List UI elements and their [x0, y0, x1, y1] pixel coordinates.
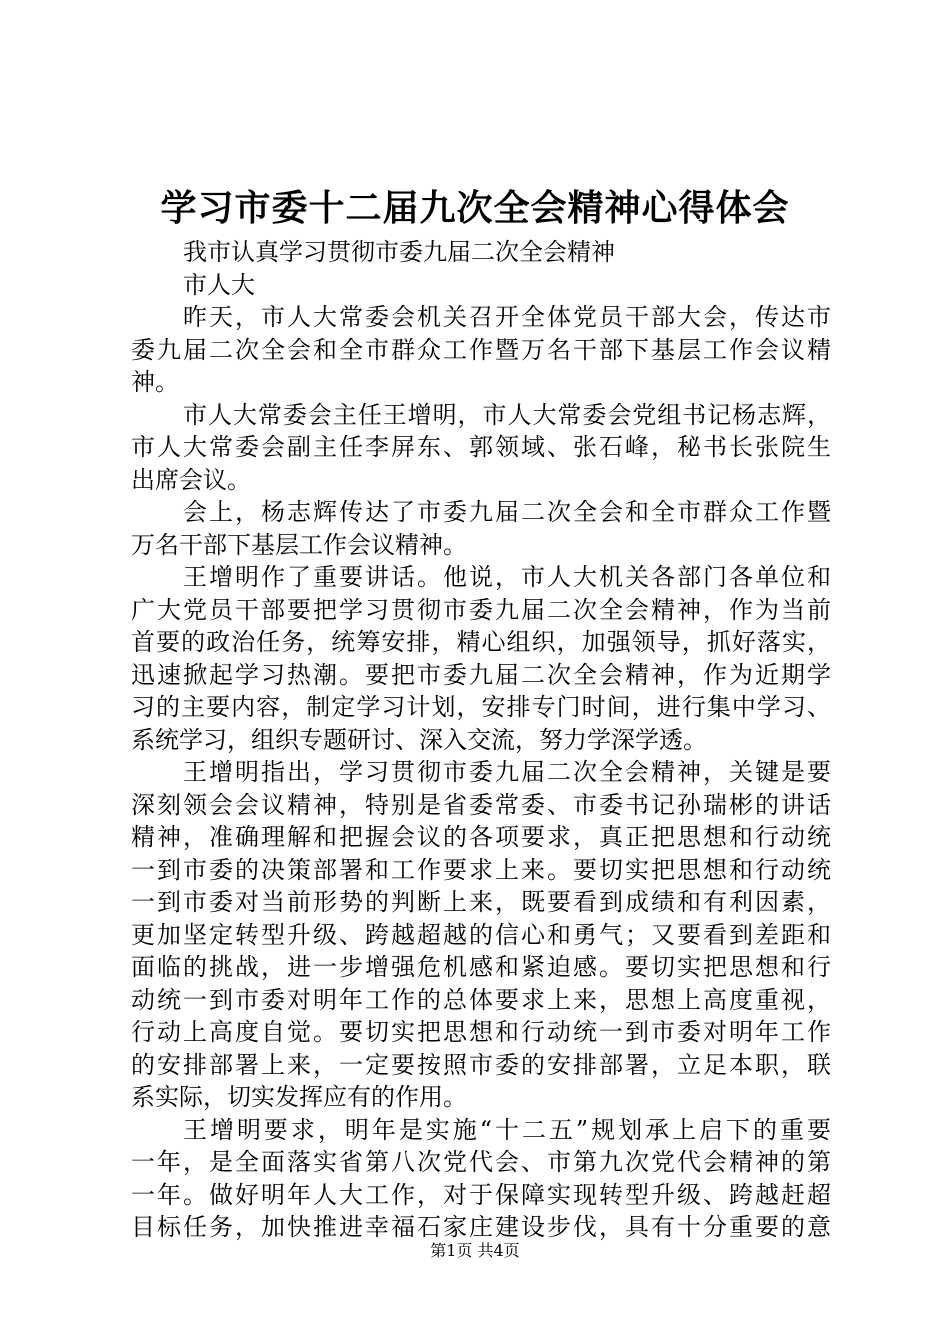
text-line: 委九届二次全会和全市群众工作暨万名干部下基层工作会议精 [131, 335, 831, 364]
document-body [131, 236, 831, 1244]
text-line: 王增明作了重要讲话。他说，市人大机关各部门各单位和 [183, 563, 831, 591]
page-footer: 第1页 共4页 [430, 1241, 520, 1260]
text-line: 系实际，切实发挥应有的作用。 [131, 1083, 467, 1111]
text-line: 一年。做好明年人大工作，对于保障实现转型升级、跨越赶超 [131, 1180, 831, 1209]
text-line: 万名干部下基层工作会议精神。 [131, 530, 467, 559]
text-line: 的安排部署上来，一定要按照市委的安排部署，立足本职，联 [131, 1050, 831, 1079]
text-line: 首要的政治任务，统筹安排，精心组织，加强领导，抓好落实， [131, 628, 831, 656]
text-line: 王增明要求，明年是实施“十二五”规划承上启下的重要 [183, 1115, 831, 1144]
text-line: 出席会议。 [131, 465, 251, 494]
text-line: 我市认真学习贯彻市委九届二次全会精神 [183, 238, 615, 266]
text-line: 更加坚定转型升级、跨越超越的信心和勇气；又要看到差距和 [131, 920, 831, 949]
text-line: 系统学习，组织专题研讨、深入交流，努力学深学透。 [131, 725, 707, 754]
text-line: 一到市委的决策部署和工作要求上来。要切实把思想和行动统 [131, 855, 831, 884]
text-line: 习的主要内容，制定学习计划，安排专门时间，进行集中学习、 [131, 693, 831, 721]
text-line: 深刻领会会议精神，特别是省委常委、市委书记孙瑞彬的讲话 [131, 790, 831, 819]
text-line: 一年，是全面落实省第八次党代会、市第九次党代会精神的第 [131, 1148, 831, 1176]
text-line: 一到市委对当前形势的判断上来，既要看到成绩和有利因素， [131, 888, 831, 916]
text-line: 市人大常委会主任王增明，市人大常委会党组书记杨志辉， [183, 400, 831, 429]
text-line: 会上，杨志辉传达了市委九届二次全会和全市群众工作暨 [183, 498, 831, 526]
text-line: 目标任务，加快推进幸福石家庄建设步伐，具有十分重要的意 [131, 1213, 831, 1241]
text-line: 广大党员干部要把学习贯彻市委九届二次全会精神，作为当前 [131, 595, 831, 624]
text-line: 迅速掀起学习热潮。要把市委九届二次全会精神，作为近期学 [131, 660, 831, 689]
text-line: 市人大常委会副主任李屏东、郭领域、张石峰，秘书长张院生 [131, 433, 831, 461]
text-line: 行动上高度自觉。要切实把思想和行动统一到市委对明年工作 [131, 1018, 831, 1046]
text-line: 精神，准确理解和把握会议的各项要求，真正把思想和行动统 [131, 823, 831, 851]
text-line: 昨天，市人大常委会机关召开全体党员干部大会，传达市 [183, 303, 831, 331]
text-line: 王增明指出，学习贯彻市委九届二次全会精神，关键是要 [183, 758, 831, 786]
text-line: 面临的挑战，进一步增强危机感和紧迫感。要切实把思想和行 [131, 953, 831, 981]
document-title: 学习市委十二届九次全会精神心得体会 [160, 188, 790, 229]
text-line: 动统一到市委对明年工作的总体要求上来，思想上高度重视， [131, 985, 831, 1014]
text-line: 市人大 [183, 270, 255, 299]
text-line: 神。 [131, 368, 179, 396]
